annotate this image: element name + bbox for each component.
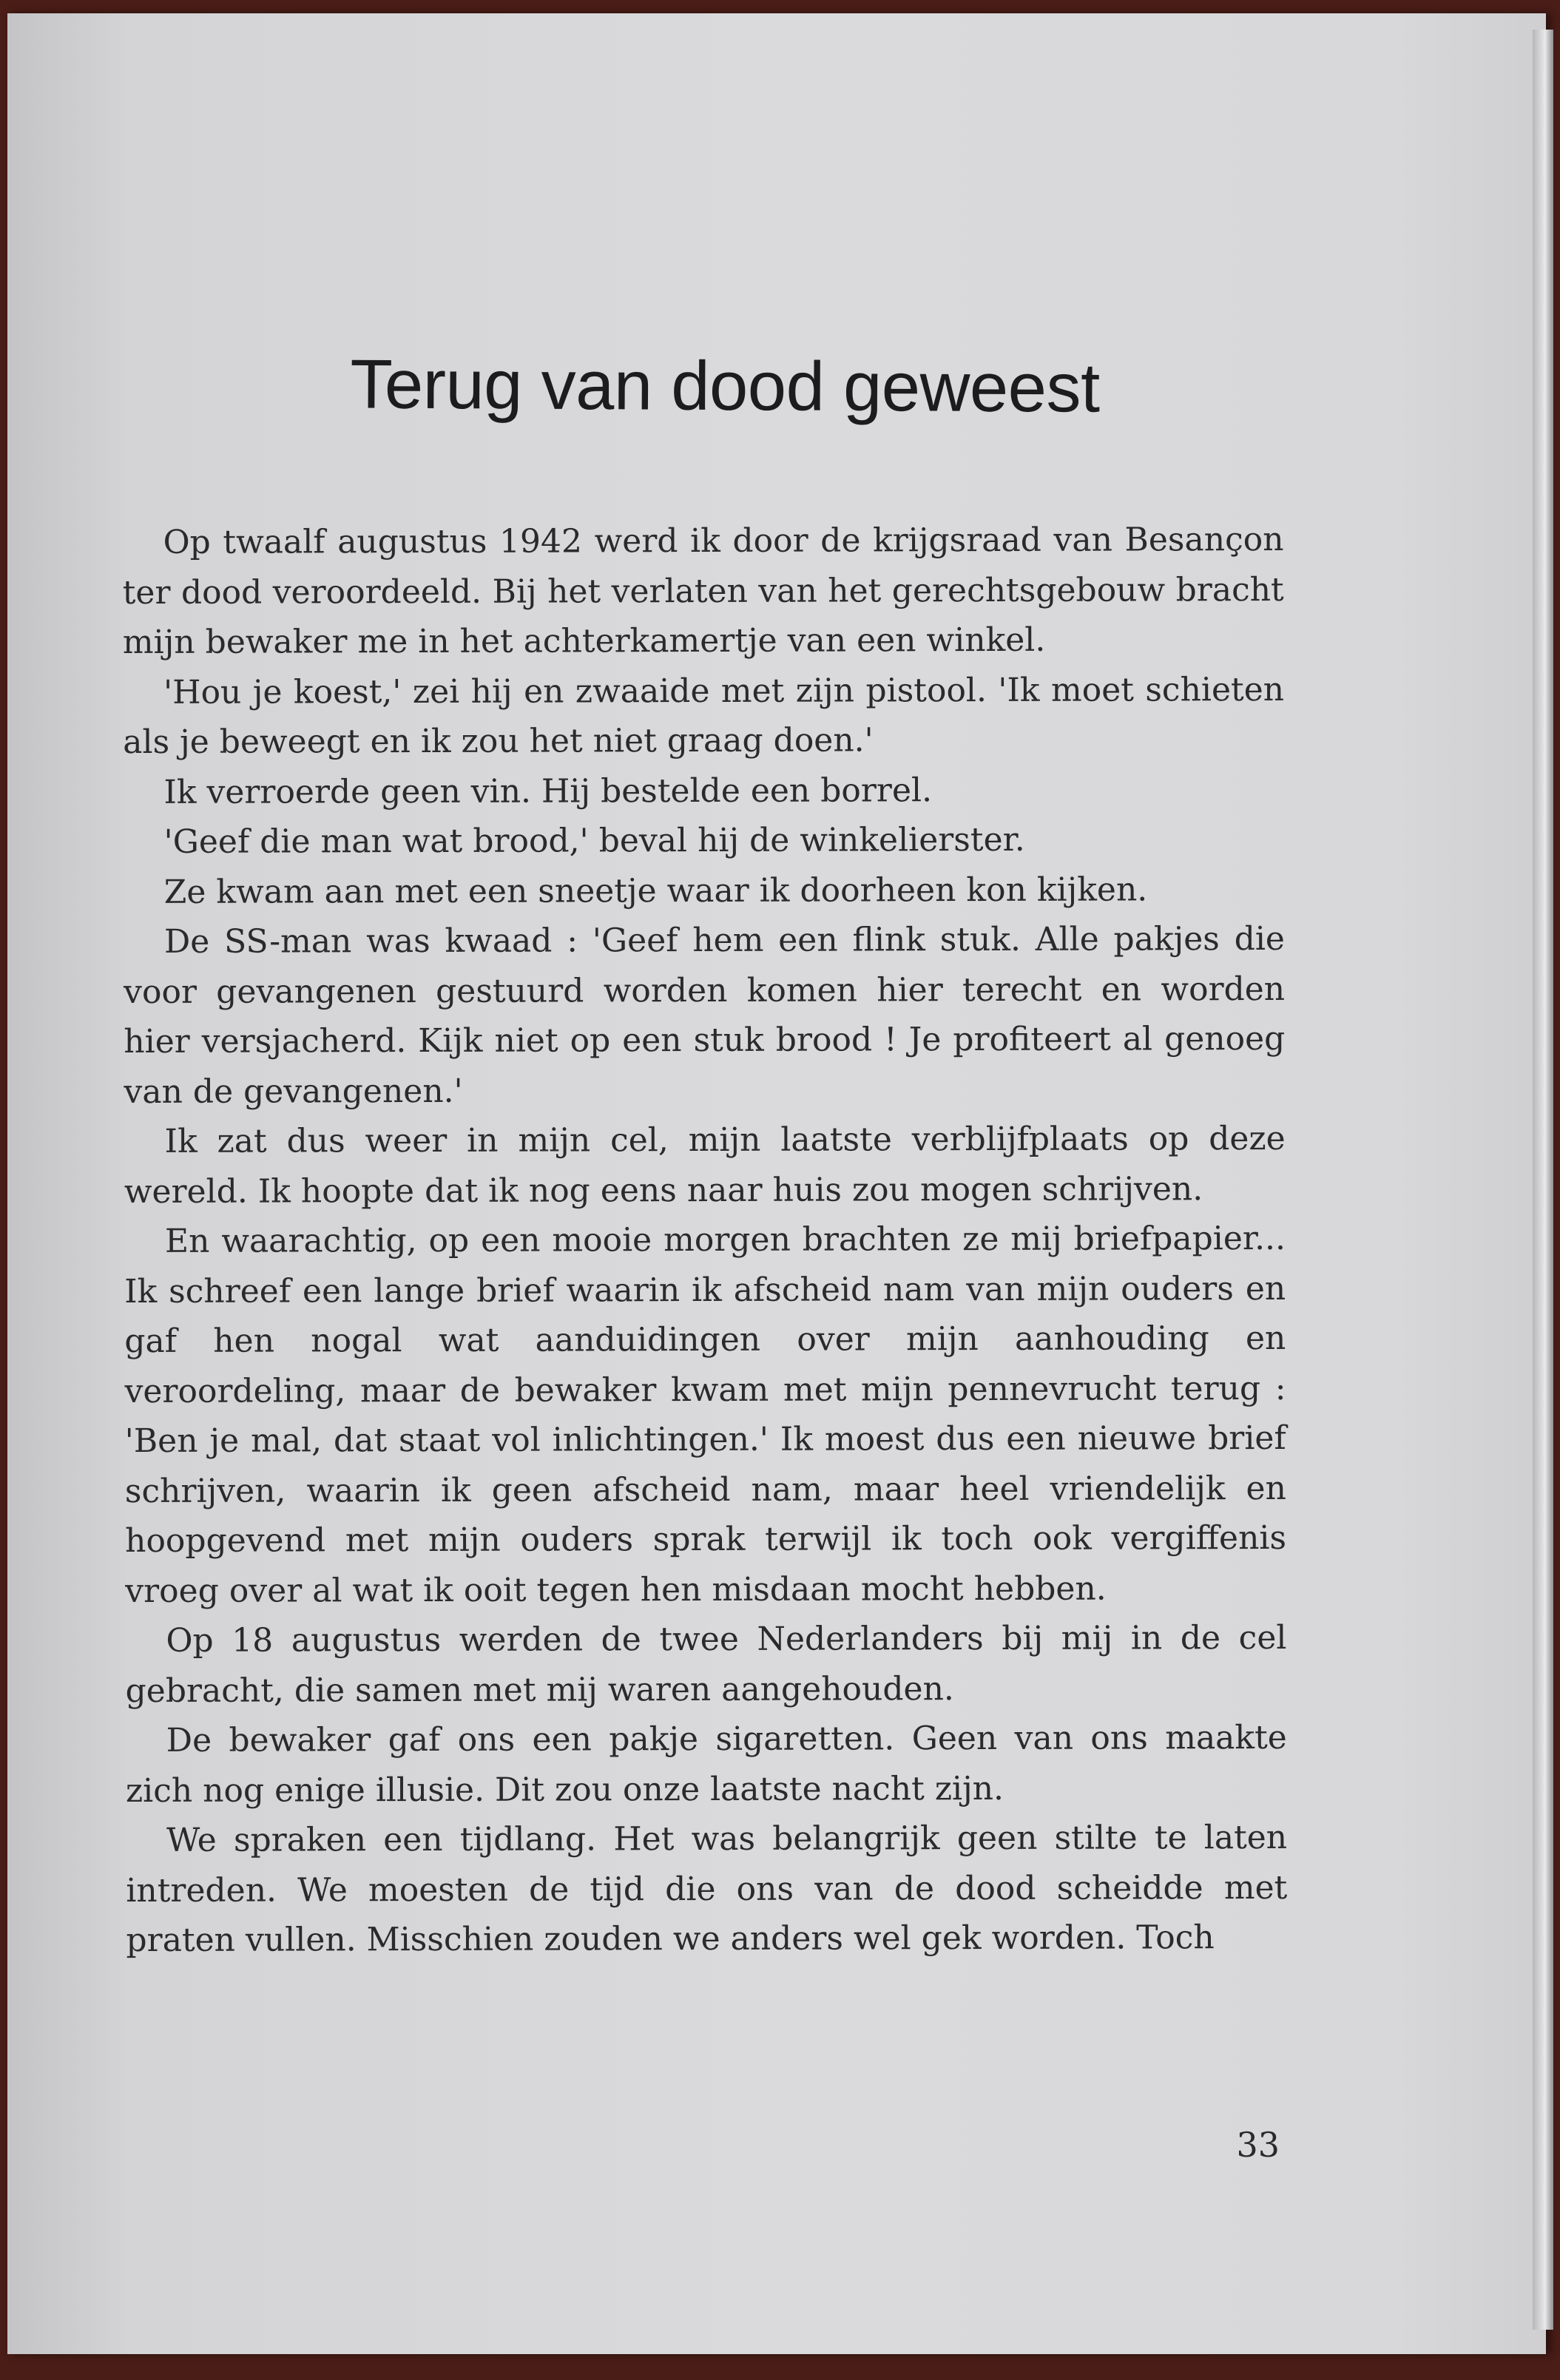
paragraph: En waarachtig, op een mooie morgen brachten ze mij briefpapier... Ik schreef een lange brief waarin ik afscheid nam van mijn ouders en gaf hen nogal wat aanduidingen over mijn aanhouding en veroordeling, maar de bewaker kwam met mijn pennevrucht terug : 'Ben je mal, dat staat vol inlichtingen.' Ik moest dus een nieuwe brief schrijven, waarin ik geen afscheid nam, maar heel vriendelijk en hoopgevend met mijn ouders sprak terwijl ik toch ook vergiffenis vroeg over al wat ik ooit tegen hen misdaan mocht hebben.: [124, 1219, 1287, 1610]
paragraph: We spraken een tijdlang. Het was belangrijk geen stilte te laten intreden. We moesten de tijd die ons van de dood scheidde met praten vullen. Misschien zouden we anders wel gek worden. Toch: [126, 1818, 1288, 1960]
page-number: 33: [1236, 2125, 1280, 2165]
chapter-title: Terug van dood geweest: [350, 345, 1100, 427]
paragraph: De bewaker gaf ons een pakje sigaretten. Geen van ons maakte zich nog enige illusie. Dit zou onze laatste nacht zijn.: [125, 1718, 1287, 1810]
paragraph: Op 18 augustus werden de twee Nederlanders bij mij in de cel gebracht, die samen met mij waren aangehouden.: [125, 1618, 1287, 1710]
paragraph: Op twaalf augustus 1942 werd ik door de krijgsraad van Besançon ter dood veroordeeld. Bij het verlaten van het gerechtsgebouw bracht mijn bewaker me in het achterkamertje van een winkel.: [122, 520, 1284, 662]
paragraph: 'Geef die man wat brood,' beval hij de winkelierster.: [163, 820, 1025, 861]
paragraph: Ik zat dus weer in mijn cel, mijn laatste verblijfplaats op deze wereld. Ik hoopte dat ik nog eens naar huis zou mogen schrijven.: [124, 1119, 1286, 1211]
page-edge: [1533, 30, 1553, 2330]
book-page: [7, 13, 1546, 2354]
paragraph: 'Hou je koest,' zei hij en zwaaide met zijn pistool. 'Ik moet schieten als je beweegt en ik zou het niet graag doen.': [123, 670, 1285, 762]
paragraph: De SS-man was kwaad : 'Geef hem een flink stuk. Alle pakjes die voor gevangenen gestuurd worden komen hier terecht en worden hier versjacherd. Kijk niet op een stuk brood ! Je profiteert al genoeg van de gevangenen.': [124, 919, 1286, 1111]
body-text: [122, 515, 1287, 1966]
paragraph: Ze kwam aan met een sneetje waar ik doorheen kon kijken.: [163, 870, 1148, 911]
paragraph: Ik verroerde geen vin. Hij bestelde een borrel.: [163, 771, 933, 811]
